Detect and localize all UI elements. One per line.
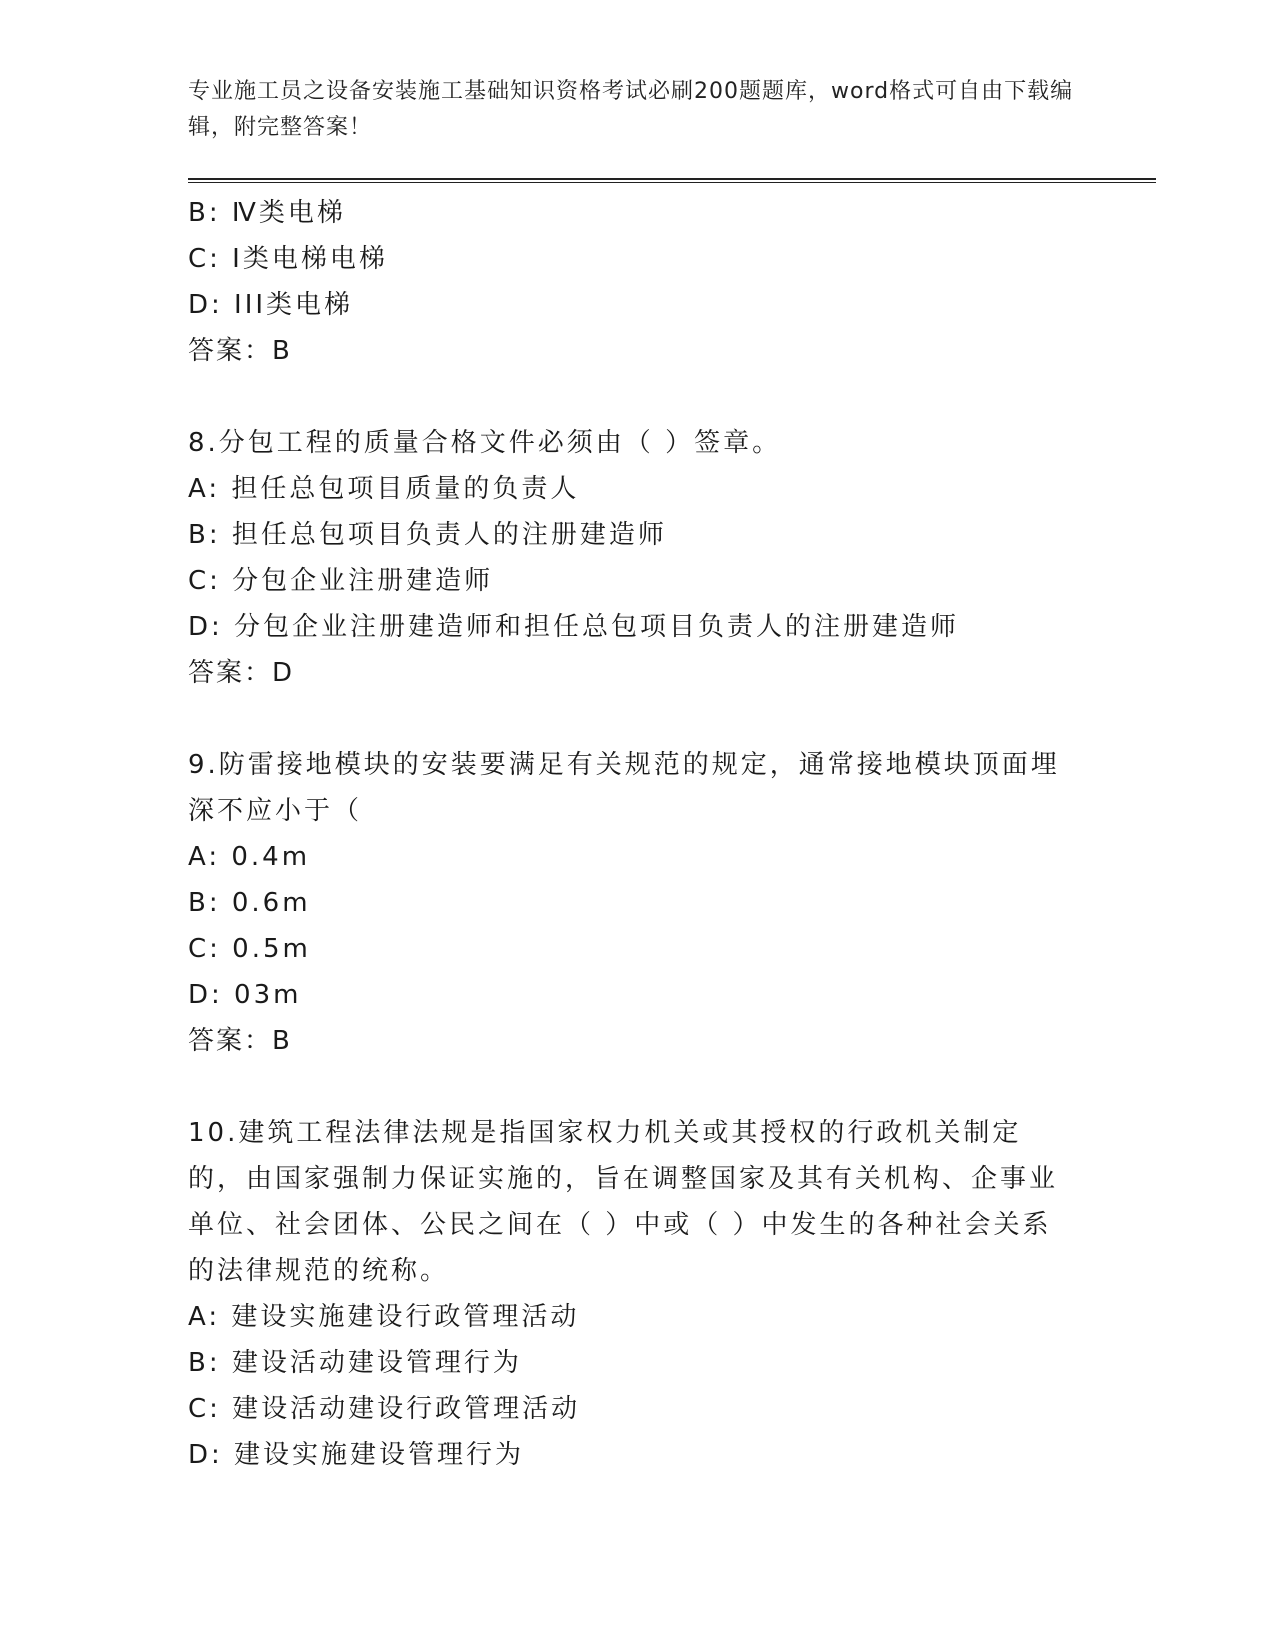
option-c: C: 分包企业注册建造师 bbox=[188, 566, 494, 596]
option-a: A: 担任总包项目质量的负责人 bbox=[188, 474, 580, 504]
spacer bbox=[188, 696, 1068, 742]
question-text: 10.建筑工程法律法规是指国家权力机关或其授权的行政机关制定的，由国家强制力保证实施的，旨在调整国家及其有关机构、企事业单位、社会团体、公民之间在（ ）中或（ ）中发生的各种社会关系的法律规范的统称。 bbox=[188, 1118, 1059, 1286]
question-text: 9.防雷接地模块的安装要满足有关规范的规定，通常接地模块顶面埋深不应小于（ bbox=[188, 750, 1060, 826]
option-d: D: III类电梯 bbox=[188, 290, 354, 320]
answer-line: 答案：D bbox=[188, 658, 295, 688]
question-text: 8.分包工程的质量合格文件必须由（ ）签章。 bbox=[188, 428, 782, 458]
header-text: 专业施工员之设备安装施工基础知识资格考试必刷200题题库，word格式可自由下载编辑，附完整答案！ bbox=[188, 79, 1074, 140]
question-content bbox=[188, 190, 1068, 1478]
document-header bbox=[188, 74, 1088, 146]
option-d: D: 建设实施建设管理行为 bbox=[188, 1440, 525, 1470]
spacer bbox=[188, 374, 1068, 420]
question-8 bbox=[188, 420, 1068, 696]
question-9 bbox=[188, 742, 1068, 1064]
spacer bbox=[188, 1064, 1068, 1110]
answer-line: 答案：B bbox=[188, 336, 292, 366]
header-divider bbox=[188, 178, 1156, 183]
option-c: C: 建设活动建设行政管理活动 bbox=[188, 1394, 581, 1424]
option-b: B: 建设活动建设管理行为 bbox=[188, 1348, 522, 1378]
option-a: A: 0.4m bbox=[188, 842, 311, 872]
option-d: D: 03m bbox=[188, 980, 302, 1010]
option-b: B: Ⅳ类电梯 bbox=[188, 198, 346, 228]
option-d: D: 分包企业注册建造师和担任总包项目负责人的注册建造师 bbox=[188, 612, 960, 642]
option-c: C: 0.5m bbox=[188, 934, 311, 964]
option-b: B: 0.6m bbox=[188, 888, 311, 918]
question-fragment bbox=[188, 190, 1068, 374]
option-b: B: 担任总包项目负责人的注册建造师 bbox=[188, 520, 667, 550]
option-c: C: Ⅰ类电梯电梯 bbox=[188, 244, 388, 274]
answer-line: 答案：B bbox=[188, 1026, 292, 1056]
question-10 bbox=[188, 1110, 1068, 1478]
option-a: A: 建设实施建设行政管理活动 bbox=[188, 1302, 580, 1332]
